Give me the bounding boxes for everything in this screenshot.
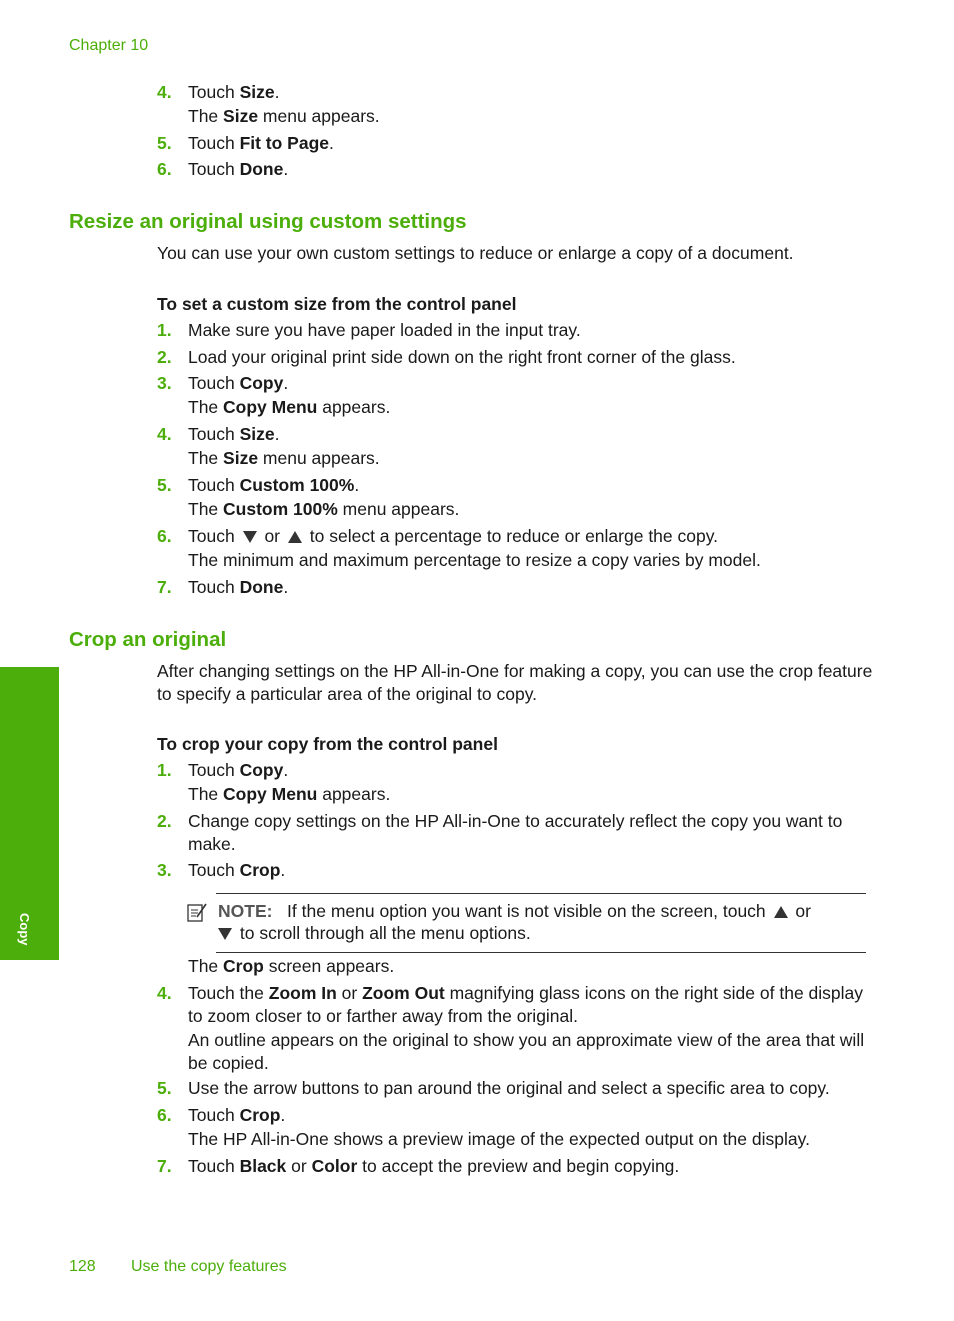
- step-bold: Color: [311, 1156, 358, 1176]
- step-text: Touch the: [188, 983, 269, 1003]
- step-number: 6.: [157, 526, 172, 546]
- step-text: Use the arrow buttons to pan around the original and select a specific area to copy.: [188, 1078, 830, 1098]
- page-number: 128: [69, 1258, 96, 1275]
- step-text: or: [264, 526, 281, 546]
- step-text: Change copy settings on the HP All-in-One to accurately reflect the copy you want to make.: [188, 811, 843, 854]
- step-sub-text: An outline appears on the original to show you an approximate view of the area that will be copied.: [188, 1030, 865, 1073]
- step-sub-text: The: [188, 956, 224, 976]
- step-sub-bold: Size: [223, 106, 259, 126]
- step-number: 3.: [157, 373, 172, 393]
- step-bold: Custom 100%: [239, 475, 355, 495]
- step-text: .: [283, 760, 289, 780]
- up-arrow-icon: [288, 531, 302, 543]
- section-intro: You can use your own custom settings to reduce or enlarge a copy of a document.: [157, 243, 794, 263]
- step-item: [157, 423, 877, 470]
- step-item: [157, 81, 877, 128]
- step-text: to accept the preview and begin copying.: [357, 1156, 680, 1176]
- step-number: 1.: [157, 760, 172, 780]
- down-arrow-icon: [243, 531, 257, 543]
- step-text: Touch: [188, 159, 240, 179]
- step-number: 5.: [157, 133, 172, 153]
- section-heading: Resize an original using custom settings: [69, 210, 467, 233]
- step-sub-bold: Custom 100%: [223, 499, 338, 519]
- step-number: 1.: [157, 320, 172, 340]
- step-item: [157, 982, 877, 1075]
- step-item: [157, 346, 877, 369]
- step-bold: Zoom Out: [362, 983, 445, 1003]
- step-sub-text: The HP All-in-One shows a preview image of the expected output on the display.: [188, 1129, 810, 1149]
- step-sub-text: menu appears.: [258, 448, 380, 468]
- step-number: 7.: [157, 1156, 172, 1176]
- step-number: 6.: [157, 159, 172, 179]
- step-text: .: [283, 373, 289, 393]
- note-label: NOTE:: [218, 901, 273, 921]
- step-text: Touch: [188, 526, 235, 546]
- step-text: .: [354, 475, 360, 495]
- step-sub-bold: Copy Menu: [223, 784, 318, 804]
- step-bold: Crop: [239, 860, 281, 880]
- side-tab-label: Copy: [17, 913, 32, 946]
- step-sub-text: screen appears.: [263, 956, 395, 976]
- step-sub-text: The: [188, 784, 224, 804]
- step-item: [157, 759, 877, 806]
- step-item: [157, 810, 877, 856]
- step-text: Touch: [188, 760, 240, 780]
- step-number: 4.: [157, 424, 172, 444]
- step-number: 2.: [157, 811, 172, 831]
- step-number: 4.: [157, 82, 172, 102]
- step-text: or: [286, 1156, 312, 1176]
- step-bold: Size: [239, 424, 275, 444]
- section-heading: Crop an original: [69, 628, 227, 651]
- step-item: [157, 319, 877, 342]
- section-intro: After changing settings on the HP All-in-One for making a copy, you can use the crop feature to specify a particular area of the original to copy.: [157, 661, 873, 704]
- chapter-label: Chapter 10: [69, 37, 149, 54]
- step-bold: Zoom In: [268, 983, 337, 1003]
- down-arrow-icon: [218, 928, 232, 940]
- step-number: 5.: [157, 1078, 172, 1098]
- step-bold: Black: [239, 1156, 287, 1176]
- step-text: .: [280, 1105, 286, 1125]
- step-sub-bold: Copy Menu: [223, 397, 318, 417]
- step-bold: Copy: [239, 373, 284, 393]
- step-number: 4.: [157, 983, 172, 1003]
- step-text: Load your original print side down on the right front corner of the glass.: [188, 347, 736, 367]
- step-bold: Fit to Page: [239, 133, 330, 153]
- note-text: or: [795, 901, 811, 921]
- step-text: Touch: [188, 1156, 240, 1176]
- step-text: .: [329, 133, 334, 153]
- step-item: [157, 372, 877, 419]
- step-bold: Done: [239, 159, 284, 179]
- step-sub-text: appears.: [317, 397, 391, 417]
- step-item: [157, 158, 877, 181]
- note-icon: [186, 902, 208, 924]
- step-item: [157, 132, 877, 155]
- step-item: [157, 859, 877, 882]
- up-arrow-icon: [774, 906, 788, 918]
- step-text: Touch: [188, 1105, 240, 1125]
- step-item: [157, 1077, 877, 1100]
- step-sub-bold: Crop: [223, 956, 264, 976]
- step-item: [157, 474, 877, 521]
- step-text: to select a percentage to reduce or enlarge the copy.: [309, 526, 719, 546]
- step-sub-text: menu appears.: [258, 106, 380, 126]
- step-sub-bold: Size: [223, 448, 259, 468]
- step-sub-text: menu appears.: [337, 499, 460, 519]
- step-number: 7.: [157, 577, 172, 597]
- step-text: Touch: [188, 577, 240, 597]
- step-text: Touch: [188, 373, 240, 393]
- note-text: to scroll through all the menu options.: [239, 923, 531, 943]
- step-text: Touch: [188, 475, 240, 495]
- step-number: 6.: [157, 1105, 172, 1125]
- step-text: .: [274, 82, 280, 102]
- procedure-title: To crop your copy from the control panel: [157, 734, 498, 754]
- step-item: [157, 576, 877, 599]
- step-item: [157, 525, 877, 572]
- step-sub-text: appears.: [317, 784, 391, 804]
- step-sub-text: The: [188, 448, 224, 468]
- step-item: [157, 1104, 877, 1151]
- step-bold: Copy: [239, 760, 284, 780]
- step-number: 3.: [157, 860, 172, 880]
- step-text: Make sure you have paper loaded in the input tray.: [188, 320, 581, 340]
- step-item: [157, 1155, 877, 1178]
- step-bold: Size: [239, 82, 275, 102]
- step-text: magnifying glass icons on the right side of the display to zoom closer to or farther away from the original.: [188, 983, 864, 1026]
- step-sub-text: The: [188, 499, 224, 519]
- step-sub-item: [157, 955, 877, 978]
- step-text: Touch: [188, 133, 240, 153]
- step-text: or: [336, 983, 363, 1003]
- footer-section-title: Use the copy features: [131, 1258, 287, 1275]
- procedure-title: To set a custom size from the control panel: [157, 294, 517, 314]
- step-sub-text: The: [188, 397, 224, 417]
- step-bold: Done: [239, 577, 284, 597]
- step-text: Touch: [188, 82, 240, 102]
- note-box: [216, 893, 866, 953]
- step-number: 2.: [157, 347, 172, 367]
- note-text: If the menu option you want is not visible on the screen, touch: [287, 901, 766, 921]
- step-bold: Crop: [239, 1105, 281, 1125]
- step-text: .: [283, 159, 289, 179]
- step-number: 5.: [157, 475, 172, 495]
- step-text: .: [274, 424, 280, 444]
- step-sub-text: The: [188, 106, 224, 126]
- step-sub-text: The minimum and maximum percentage to resize a copy varies by model.: [188, 550, 761, 570]
- step-text: .: [280, 860, 286, 880]
- step-text: Touch: [188, 860, 240, 880]
- step-text: Touch: [188, 424, 240, 444]
- step-text: .: [283, 577, 289, 597]
